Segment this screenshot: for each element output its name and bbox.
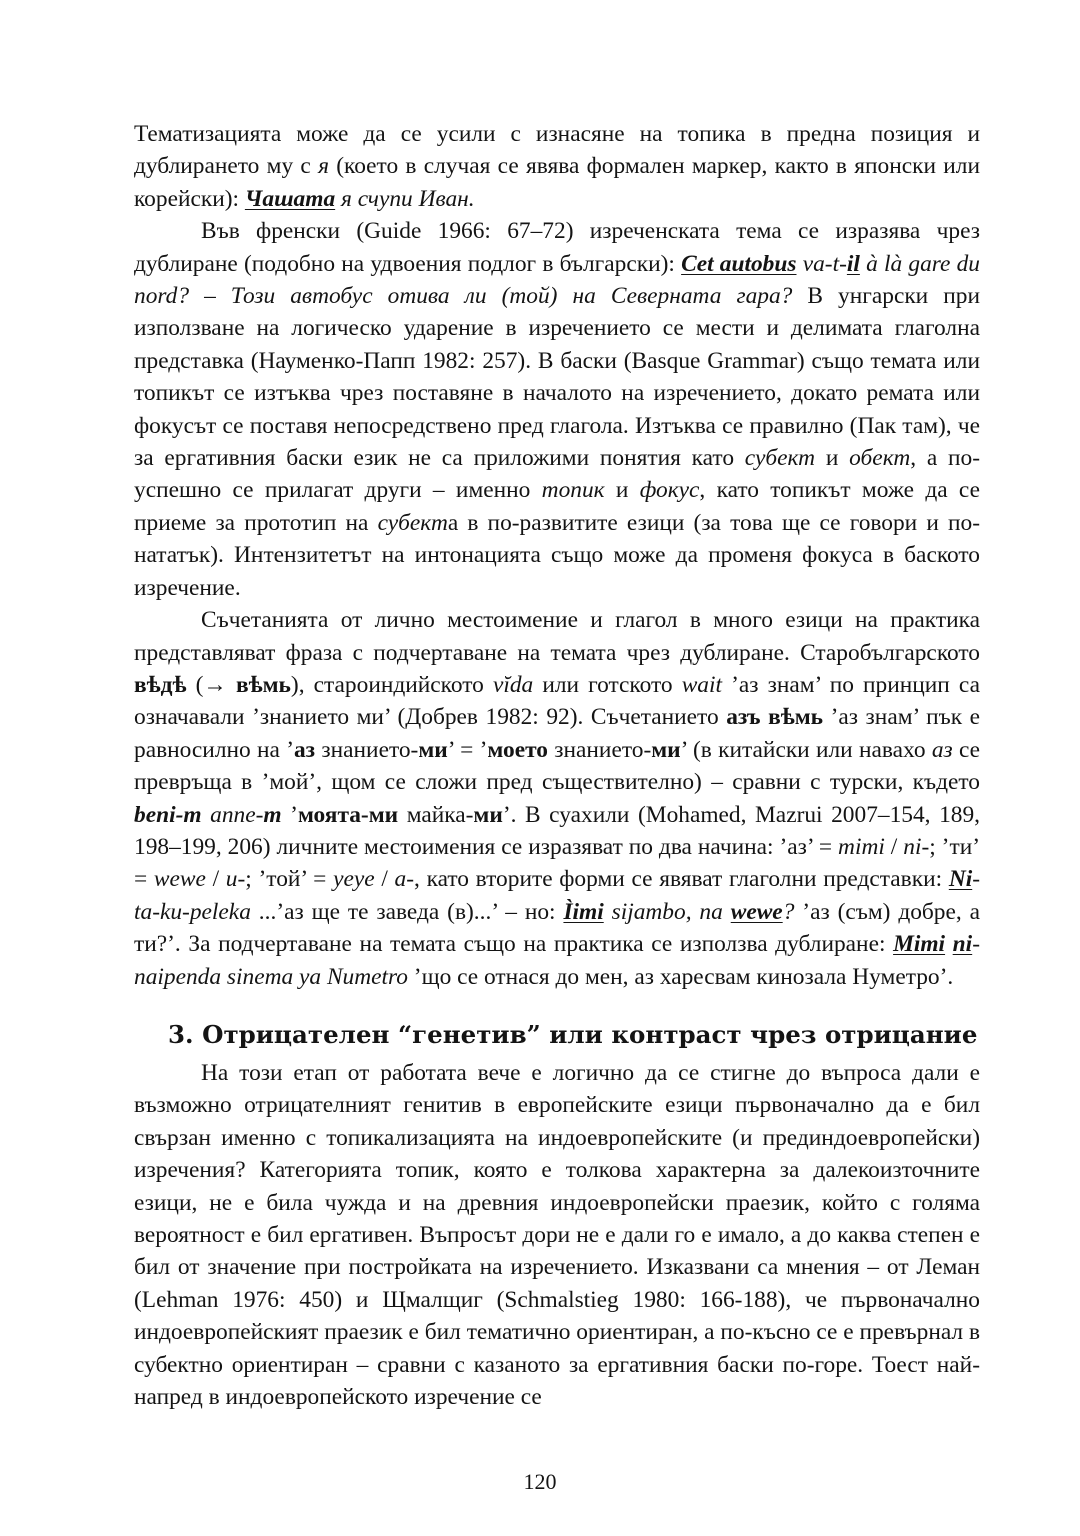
paragraph-1: Тематизацията може да се усили с изнасяне на топика в предна позиция и дублирането му с я (което в случая се явява формален маркер, както в японски или корейски): Чашата я счупи Иван. (134, 121, 980, 212)
section-heading: 3. Отрицателен “генетив” или контраст чрез отрицание (168, 1019, 978, 1049)
paragraph-2: Във френски (Guide 1966: 67–72) изреченската тема се изразява чрез дублиране (подобно на удвоения подлог в български): Cet autobus va-t-il à là gare du nord? – Този автобус отива ли (той) на Северната гара? В унгарски при използване на логическо ударение в изречението се мести и делимата глаголна представка (Науменко-Папп 1982: 257). В баски (Basque Grammar) също темата или топикът се изтъква чрез поставяне в началото на изречението, докато ремата или фокусът се поставя непосредствено пред глагола. Изтъква се правилно (Пак там), че за ергативния баски език не са приложими понятия като субект и обект, а по-успешно се прилагат други – именно топик и фокус, като топикът може да се приеме за прототип на субекта в по-развитите езици (за това ще се говори и по-нататък). Интензитетът на интонацията също може да променя фокуса в баското изречение. (134, 218, 980, 601)
document-body (134, 118, 980, 1413)
paragraph-4: На този етап от работата вече е логично да се стигне до въпроса дали е възможно отрицателният генитив в европейските езици първоначално да е бил свързан именно с топикализацията на индоевропейските (и прединдоевропейски) изречения? Категорията топик, която е толкова характерна за далекоизточните езици, не е била чужда и на древния индоевропейски праезик, който с голяма вероятност е бил ергативен. Въпросът дори не е дали го е имало, а до каква степен е бил от значение при постройката на изречението. Изказвани са мнения – от Леман (Lehman 1976: 450) и Щмалщиг (Schmalstieg 1980: 166-188), че първоначално индоевропейският праезик е бил тематично ориентиран, а по-късно се е превърнал в субектно ориентиран – сравни с казаното за ергативния баски по-горе. Тоест най-напред в индоевропейското изречение се (134, 1059, 980, 1411)
paragraph-3: Съчетанията от лично местоимение и глагол в много езици на практика представляват фраза с подчертаване на темата чрез дублиране. Старобългарското вѣдѣ (→ вѣмь), староиндийското vĭda или готското wait ’аз знам’ по принцип са означавали ’знанието ми’ (Добрев 1982: 92). Съчетанието азъ вѣмь ’аз знам’ пък е равносилно на ’аз знанието-ми’ = ’моето знанието-ми’ (в китайски или навахо аз се превръща в ’мой’, щом се сложи пред съществително) – сравни с турски, където beni-m anne-m ’моята-ми майка-ми’. В суахили (Mohamed, Mazrui 2007–154, 189, 198–199, 206) личните местоимения се изразяват по два начина: ’аз’ = mimi / ni-; ’ти’ = wewe / u-; ’той’ = yeye / a-, като вторите форми се явяват глаголни представки: Ni-ta-ku-peleka ...’аз ще те заведа (в)...’ – но: Ìimi sijambo, na wewe? ’аз (съм) добре, а ти?’. За подчертаване на темата също на практика се използва дублиране: Mimi ni-naipenda sinema ya Numetro ’що се отнася до мен, аз харесвам кинозала Нуметро’. (134, 607, 981, 990)
page-number: 120 (523, 1469, 557, 1494)
